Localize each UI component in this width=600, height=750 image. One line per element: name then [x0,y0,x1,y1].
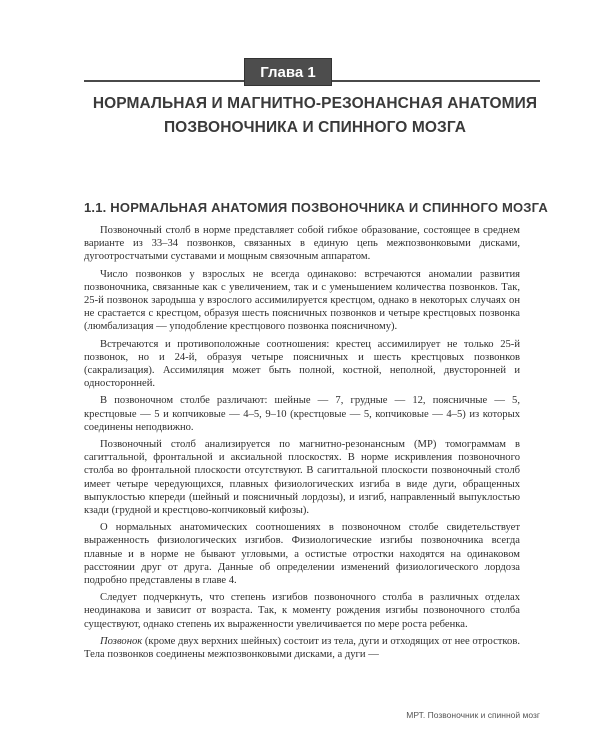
paragraph-last-text: (кроме двух верхних шейных) состоит из тела, дуги и отходящих от нее отростков. Тела позвонков соединены межпозвонковыми дисками, а дуги — [84,635,520,661]
paragraph: О нормальных анатомических соотношениях в позвоночном столбе свидетельствует выраженность физиологических изгибов. Физиологические изгибы позвоночника всегда плавные и в норме не бывают угловыми, а остистые отростки находятся на одинаковом расстоянии друг от друга. Данные об определении изменений физиологического лордоза подробно представлены в главе 4. [84,522,520,587]
paragraph-last [84,635,520,661]
paragraph: В позвоночном столбе различают: шейные — 7, грудные — 12, поясничные — 5, крестцовые — 5 и копчиковые — 4–5, 9–10 (крестцовые — 5, копчиковые — 4–5) из которых соединены неподвижно. [84,395,520,433]
chapter-label: Глава 1 [244,58,332,86]
chapter-title [70,92,560,140]
running-footer: МРТ. Позвоночник и спинной мозг [406,710,540,720]
chapter-title-line-2: ПОЗВОНОЧНИКА И СПИННОГО МОЗГА [163,119,467,136]
paragraph: Следует подчеркнуть, что степень изгибов позвоночного столба в различных отделах неодинакова и зависит от возраста. Так, к моменту рождения изгибы позвоночного столба существуют, однако степень их выраженности увеличивается по мере роста ребенка. [84,592,520,630]
body-text [84,224,520,665]
paragraph: Встречаются и противоположные соотношения: крестец ассимилирует не только 25-й позвонок, но и 24-й, образуя четыре поясничных и шесть крестцовых позвонков (сакрализация). Ассимиляция может быть полной, костной, неполной, двусторонней и односторонней. [84,338,520,390]
paragraph: Позвоночный столб в норме представляет собой гибкое образование, состоящее в среднем варианте из 33–34 позвонков, связанных в единую цепь межпозвонковыми дисками, дугоотростчатыми суставами и мощным связочным аппаратом. [84,225,520,263]
paragraph: Позвоночный столб анализируется по магнитно-резонансным (МР) томограммам в сагиттальной, фронтальной и аксиальной плоскостях. В норме искривления позвоночного столба во фронтальной плоскости отсутствуют. В сагиттальной плоскости позвоночный столб имеет четыре чередующихся, плавных физиологических изгиба в виде дуги, обращенных выпуклостью кпереди (шейный и поясничный лордозы), и изгиб, направленный выпуклостью кзади (грудной и крестцово-копчиковый кифозы). [84,439,520,517]
section-heading: 1.1. НОРМАЛЬНАЯ АНАТОМИЯ ПОЗВОНОЧНИКА И СПИННОГО МОЗГА [84,200,548,215]
paragraph: Число позвонков у взрослых не всегда одинаково: встречаются аномалии развития позвоночника, связанные как с увеличением, так и с уменьшением количества позвонков. Так, 25-й позвонок зародыша у взрослого ассимилируется крестцом, однако в некоторых случаях он не срастается с крестцом, образуя шесть поясничных позвонков и четыре крестцовых позвонка (люмбализация — уподобление крестцового позвонка поясничному). [84,268,520,333]
chapter-title-line-1: НОРМАЛЬНАЯ И МАГНИТНО-РЕЗОНАНСНАЯ АНАТОМИЯ [92,95,538,112]
term-vertebra: Позвонок [100,635,143,647]
